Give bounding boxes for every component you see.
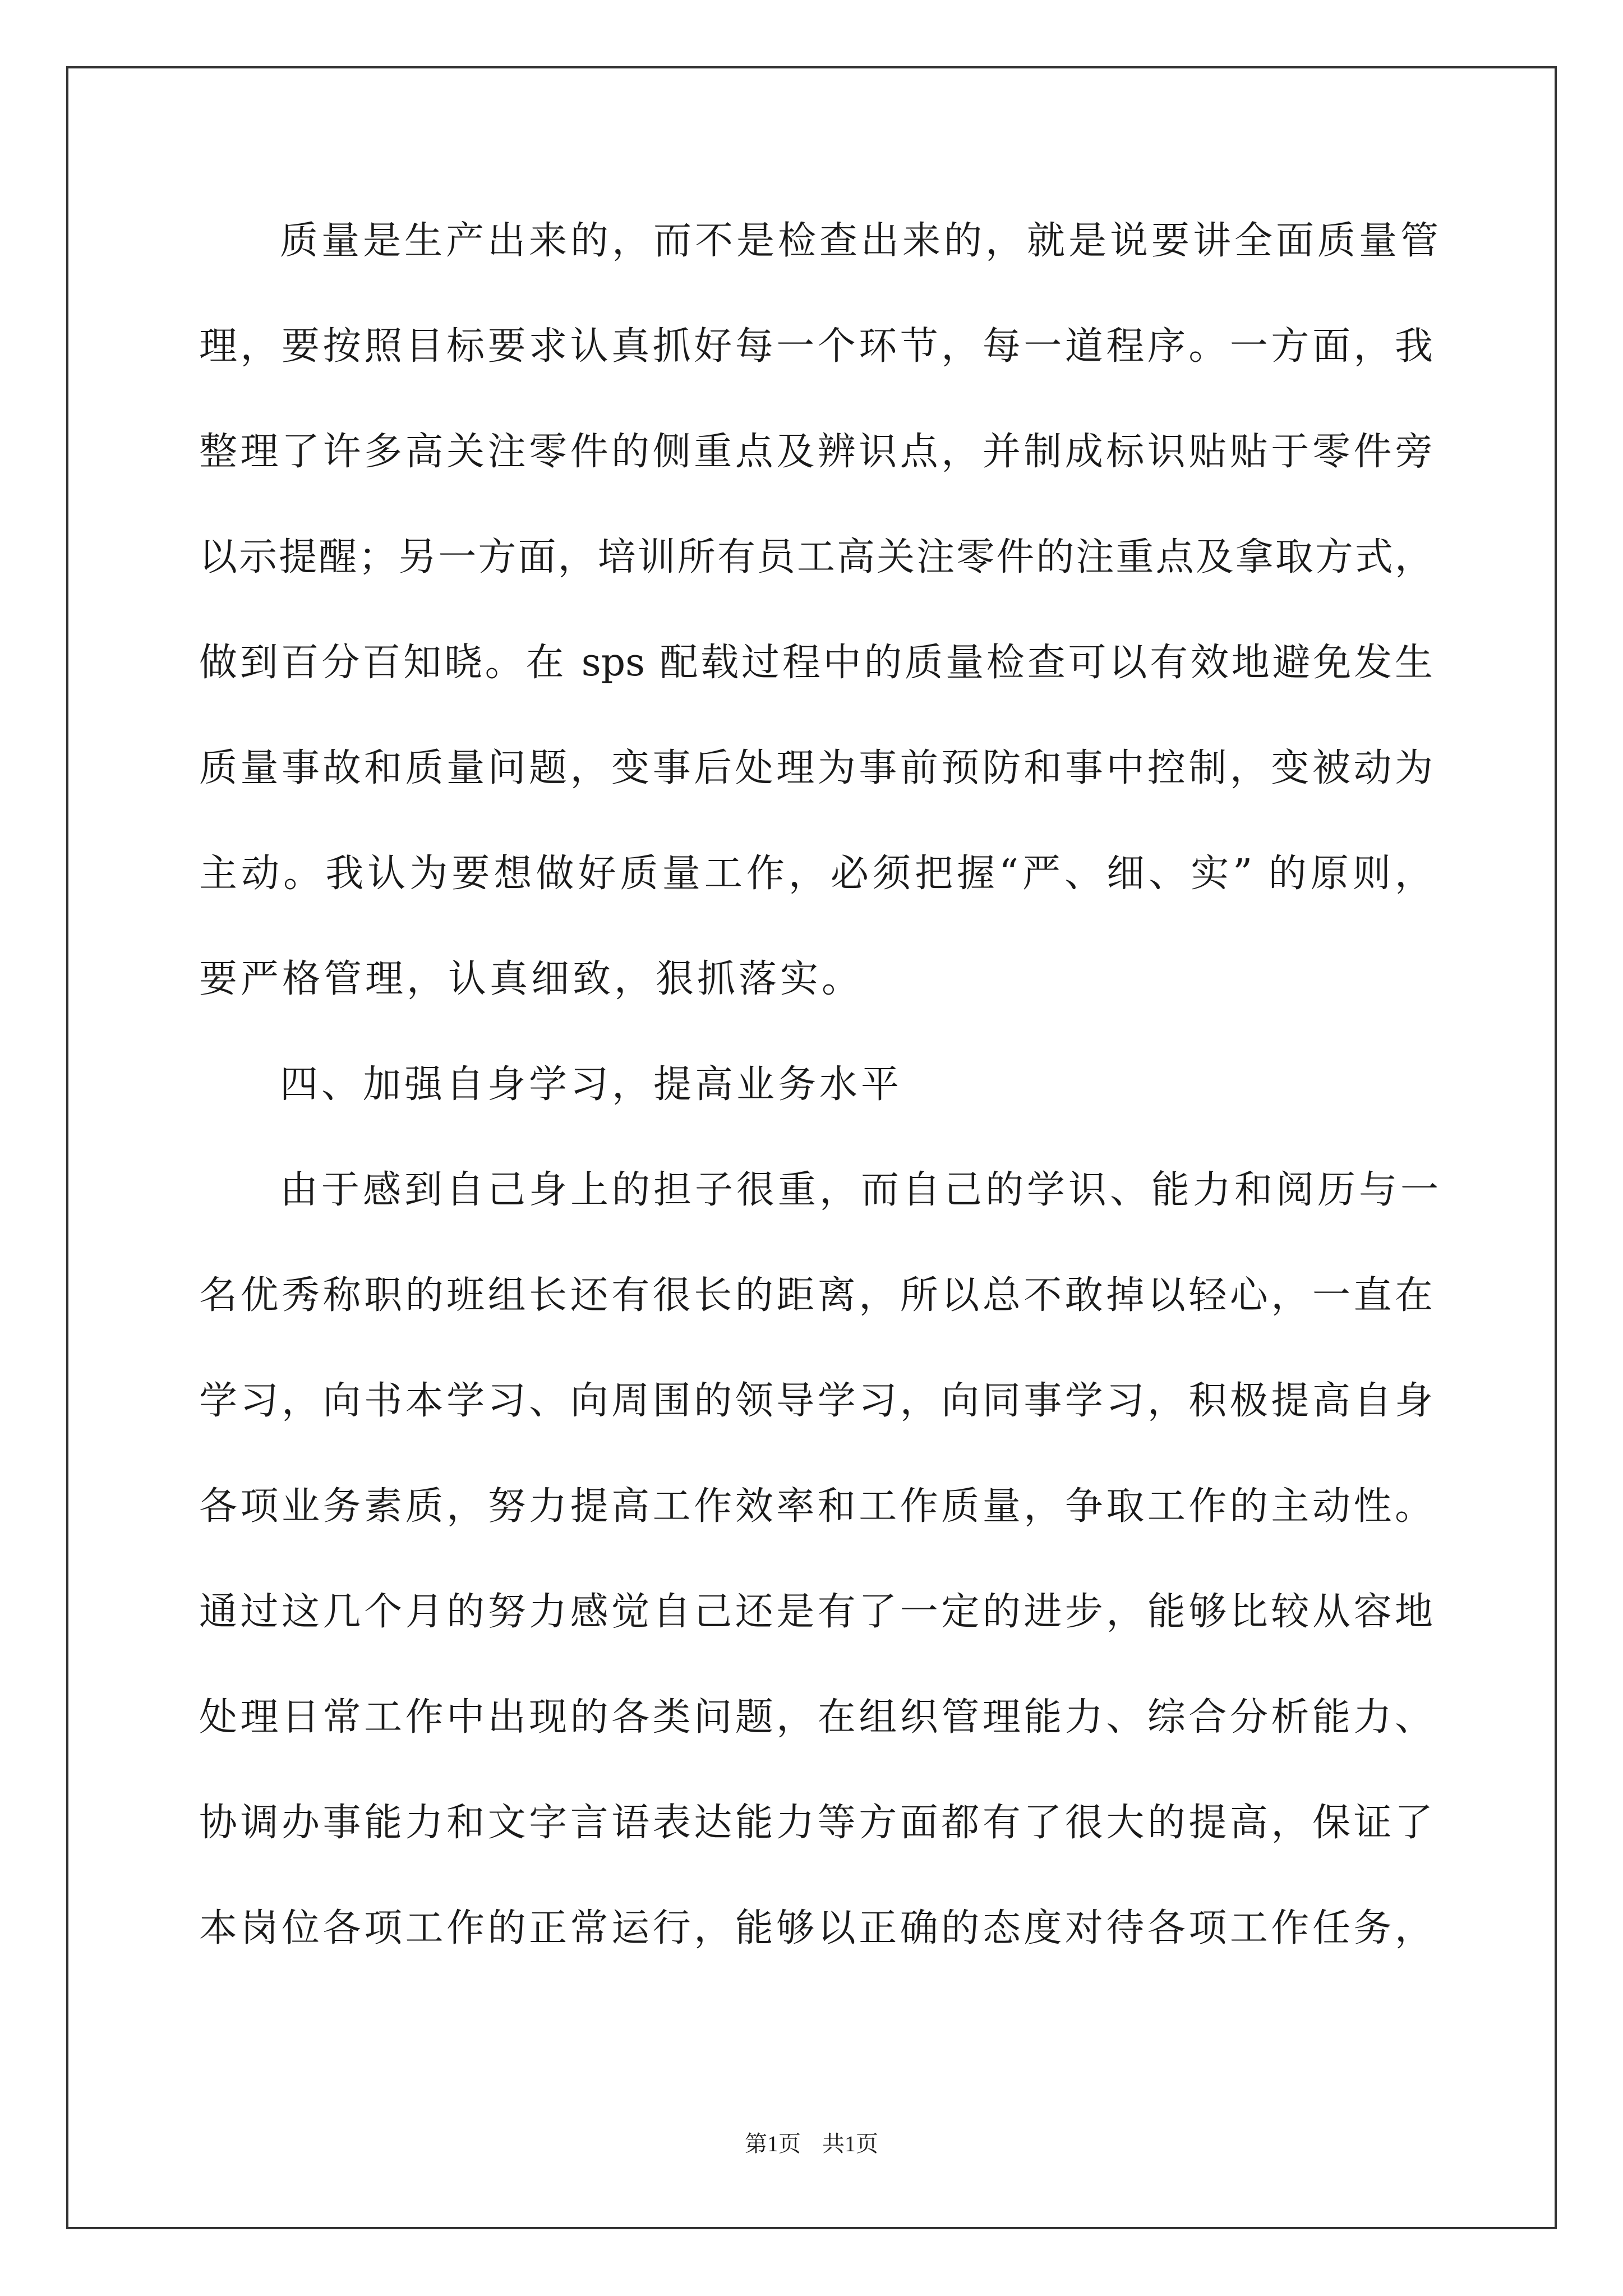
page-footer [0, 2126, 1623, 2158]
page-total: 共1页 [822, 2131, 878, 2156]
paragraph-line: 做到百分百知晓。在 sps 配载过程中的质量检查可以有效地避免发生 [199, 641, 1433, 685]
paragraph-line: 要严格管理，认真细致，狠抓落实。 [199, 957, 864, 1001]
page-number: 第1页 [745, 2131, 801, 2156]
paragraph-line: 质量事故和质量问题，变事后处理为事前预防和事中控制，变被动为 [199, 746, 1433, 790]
document-body [199, 213, 1442, 2006]
paragraph-line: 主动。我认为要想做好质量工作，必须把握“严、细、实” 的原则， [199, 852, 1433, 896]
paragraph-line: 本岗位各项工作的正常运行，能够以正确的态度对待各项工作任务， [199, 1906, 1433, 1950]
paragraph-line: 处理日常工作中出现的各类问题，在组织管理能力、综合分析能力、 [199, 1695, 1433, 1740]
section-heading: 四、加强自身学习，提高业务水平 [280, 1062, 903, 1107]
paragraph-line: 质量是生产出来的，而不是检查出来的，就是说要讲全面质量管 [280, 219, 1442, 263]
paragraph-line: 理，要按照目标要求认真抓好每一个环节，每一道程序。一方面，我 [199, 324, 1433, 369]
paragraph-line: 整理了许多高关注零件的侧重点及辨识点，并制成标识贴贴于零件旁 [199, 430, 1433, 474]
paragraph-line: 由于感到自己身上的担子很重，而自己的学识、能力和阅历与一 [280, 1168, 1442, 1212]
paragraph-line: 协调办事能力和文字言语表达能力等方面都有了很大的提高，保证了 [199, 1801, 1433, 1845]
paragraph-line: 各项业务素质，努力提高工作效率和工作质量，争取工作的主动性。 [199, 1484, 1433, 1529]
paragraph-line: 通过这几个月的努力感觉自己还是有了一定的进步，能够比较从容地 [199, 1590, 1433, 1634]
paragraph-line: 以示提醒；另一方面，培训所有员工高关注零件的注重点及拿取方式， [199, 535, 1433, 579]
paragraph-line: 名优秀称职的班组长还有很长的距离，所以总不敢掉以轻心，一直在 [199, 1273, 1433, 1318]
paragraph-line: 学习，向书本学习、向周围的领导学习，向同事学习，积极提高自身 [199, 1379, 1433, 1423]
